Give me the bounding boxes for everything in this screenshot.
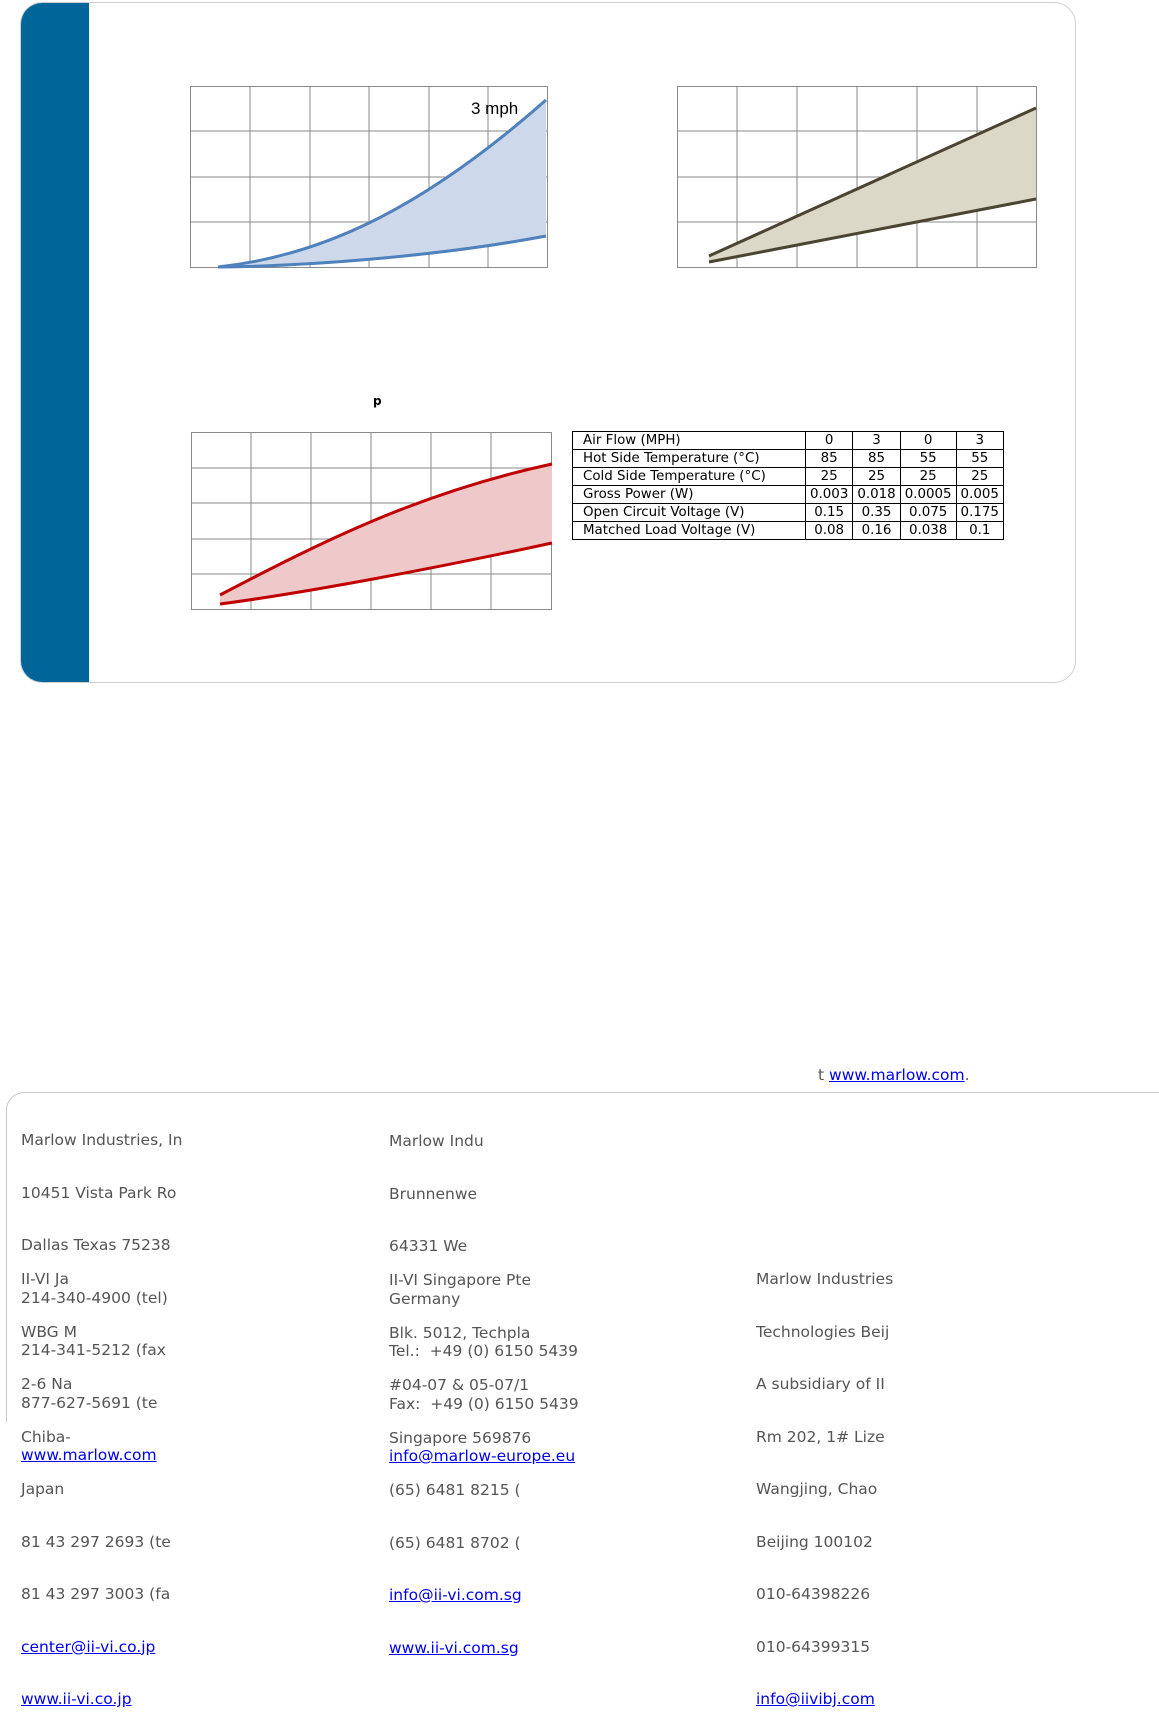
chart-label: p bbox=[373, 394, 382, 408]
address-china bbox=[756, 1236, 893, 1726]
table-cell: 0.0005 bbox=[900, 486, 956, 504]
table-cell: 0 bbox=[900, 432, 956, 450]
address-line: 010-64399315 bbox=[756, 1637, 871, 1656]
table-cell: 0.003 bbox=[806, 486, 853, 504]
table-cell: 25 bbox=[900, 468, 956, 486]
address-line: Germany bbox=[389, 1289, 461, 1308]
address-line: 010-64398226 bbox=[756, 1585, 871, 1603]
table-cell: 0.1 bbox=[956, 522, 1003, 540]
chart-top-right bbox=[677, 86, 1039, 272]
singapore-email-link[interactable]: info@ii-vi.com.sg bbox=[389, 1586, 522, 1604]
table-cell: 0.35 bbox=[853, 504, 900, 522]
address-line: II-VI Ja bbox=[21, 1270, 69, 1288]
table-cell: 0.038 bbox=[900, 522, 956, 540]
address-line: 81 43 297 2693 (te bbox=[21, 1532, 171, 1551]
address-line: Wangjing, Chao bbox=[756, 1480, 878, 1498]
table-row bbox=[573, 468, 1004, 486]
address-line: 64331 We bbox=[389, 1237, 468, 1255]
chart-bottom-left bbox=[191, 432, 555, 614]
table-cell: 0.075 bbox=[900, 504, 956, 522]
japan-website-link[interactable]: www.ii-vi.co.jp bbox=[21, 1690, 132, 1708]
address-line: Japan bbox=[21, 1480, 65, 1498]
table-row bbox=[573, 432, 1004, 450]
row-label: Hot Side Temperature (°C) bbox=[573, 450, 806, 468]
us-website-link[interactable]: www.marlow.com bbox=[21, 1446, 157, 1464]
table-cell: 55 bbox=[900, 450, 956, 468]
specs-table bbox=[572, 431, 1004, 540]
address-singapore bbox=[389, 1237, 531, 1675]
address-line: Blk. 5012, Techpla bbox=[389, 1323, 531, 1342]
address-line: #04-07 & 05-07/1 bbox=[389, 1376, 530, 1394]
europe-email-link[interactable]: info@marlow-europe.eu bbox=[389, 1447, 576, 1465]
table-cell: 0.005 bbox=[956, 486, 1003, 504]
address-line: (65) 6481 8702 ( bbox=[389, 1533, 521, 1552]
address-japan bbox=[21, 1236, 171, 1726]
side-accent-bar bbox=[21, 3, 89, 682]
table-cell: 0.08 bbox=[806, 522, 853, 540]
singapore-website-link[interactable]: www.ii-vi.com.sg bbox=[389, 1638, 519, 1657]
address-line: (65) 6481 8215 ( bbox=[389, 1481, 521, 1499]
address-line: Tel.: +49 (0) 6150 5439 bbox=[389, 1342, 579, 1360]
table-cell: 25 bbox=[853, 468, 900, 486]
band-fill bbox=[220, 464, 552, 604]
table-cell: 25 bbox=[956, 468, 1003, 486]
address-line: A subsidiary of II bbox=[756, 1375, 885, 1393]
table-row bbox=[573, 486, 1004, 504]
row-label: Open Circuit Voltage (V) bbox=[573, 504, 806, 522]
address-line: 877-627-5691 (te bbox=[21, 1393, 158, 1412]
table-cell: 85 bbox=[853, 450, 900, 468]
address-line: Beijing 100102 bbox=[756, 1532, 873, 1551]
japan-email-link[interactable]: center@ii-vi.co.jp bbox=[21, 1637, 156, 1656]
row-label: Air Flow (MPH) bbox=[573, 432, 806, 450]
address-line: Technologies Beij bbox=[756, 1322, 890, 1341]
table-cell: 3 bbox=[853, 432, 900, 450]
address-line: Dallas Texas 75238 bbox=[21, 1236, 171, 1254]
website-prefix: t bbox=[818, 1066, 830, 1084]
address-line: Fax: +49 (0) 6150 5439 bbox=[389, 1394, 579, 1413]
table-cell: 3 bbox=[956, 432, 1003, 450]
address-line: Rm 202, 1# Lize bbox=[756, 1427, 885, 1446]
table-row bbox=[573, 504, 1004, 522]
table-cell: 55 bbox=[956, 450, 1003, 468]
website-link[interactable]: www.marlow.com bbox=[829, 1066, 965, 1084]
row-label: Matched Load Voltage (V) bbox=[573, 522, 806, 540]
table-row bbox=[573, 522, 1004, 540]
address-line: WBG M bbox=[21, 1322, 77, 1341]
series-annotation: 3 mph bbox=[471, 99, 519, 118]
chart-top-left bbox=[190, 86, 550, 272]
address-line: Singapore 569876 bbox=[389, 1428, 532, 1447]
china-email-link[interactable]: info@iivibj.com bbox=[756, 1690, 875, 1708]
band-fill bbox=[218, 100, 546, 267]
address-line: Brunnenwe bbox=[389, 1184, 478, 1203]
address-line: Marlow Industries bbox=[756, 1270, 894, 1288]
table-cell: 0.15 bbox=[806, 504, 853, 522]
table-cell: 0.175 bbox=[956, 504, 1003, 522]
row-label: Cold Side Temperature (°C) bbox=[573, 468, 806, 486]
table-cell: 0 bbox=[806, 432, 853, 450]
website-line bbox=[818, 1066, 970, 1084]
address-line: Marlow Indu bbox=[389, 1132, 484, 1150]
address-line: Chiba- bbox=[21, 1427, 71, 1446]
row-label: Gross Power (W) bbox=[573, 486, 806, 504]
table-cell: 0.018 bbox=[853, 486, 900, 504]
table-cell: 25 bbox=[806, 468, 853, 486]
address-line: 81 43 297 3003 (fa bbox=[21, 1585, 171, 1603]
address-line: 214-340-4900 (tel) bbox=[21, 1288, 168, 1307]
address-line: 10451 Vista Park Ro bbox=[21, 1183, 177, 1202]
address-line: 214-341-5212 (fax bbox=[21, 1341, 166, 1359]
address-line: II-VI Singapore Pte bbox=[389, 1271, 532, 1289]
website-suffix: . bbox=[964, 1066, 970, 1084]
table-row bbox=[573, 450, 1004, 468]
table-cell: 0.16 bbox=[853, 522, 900, 540]
address-line: 2-6 Na bbox=[21, 1375, 73, 1393]
table-cell: 85 bbox=[806, 450, 853, 468]
address-line: Marlow Industries, In bbox=[21, 1131, 183, 1149]
